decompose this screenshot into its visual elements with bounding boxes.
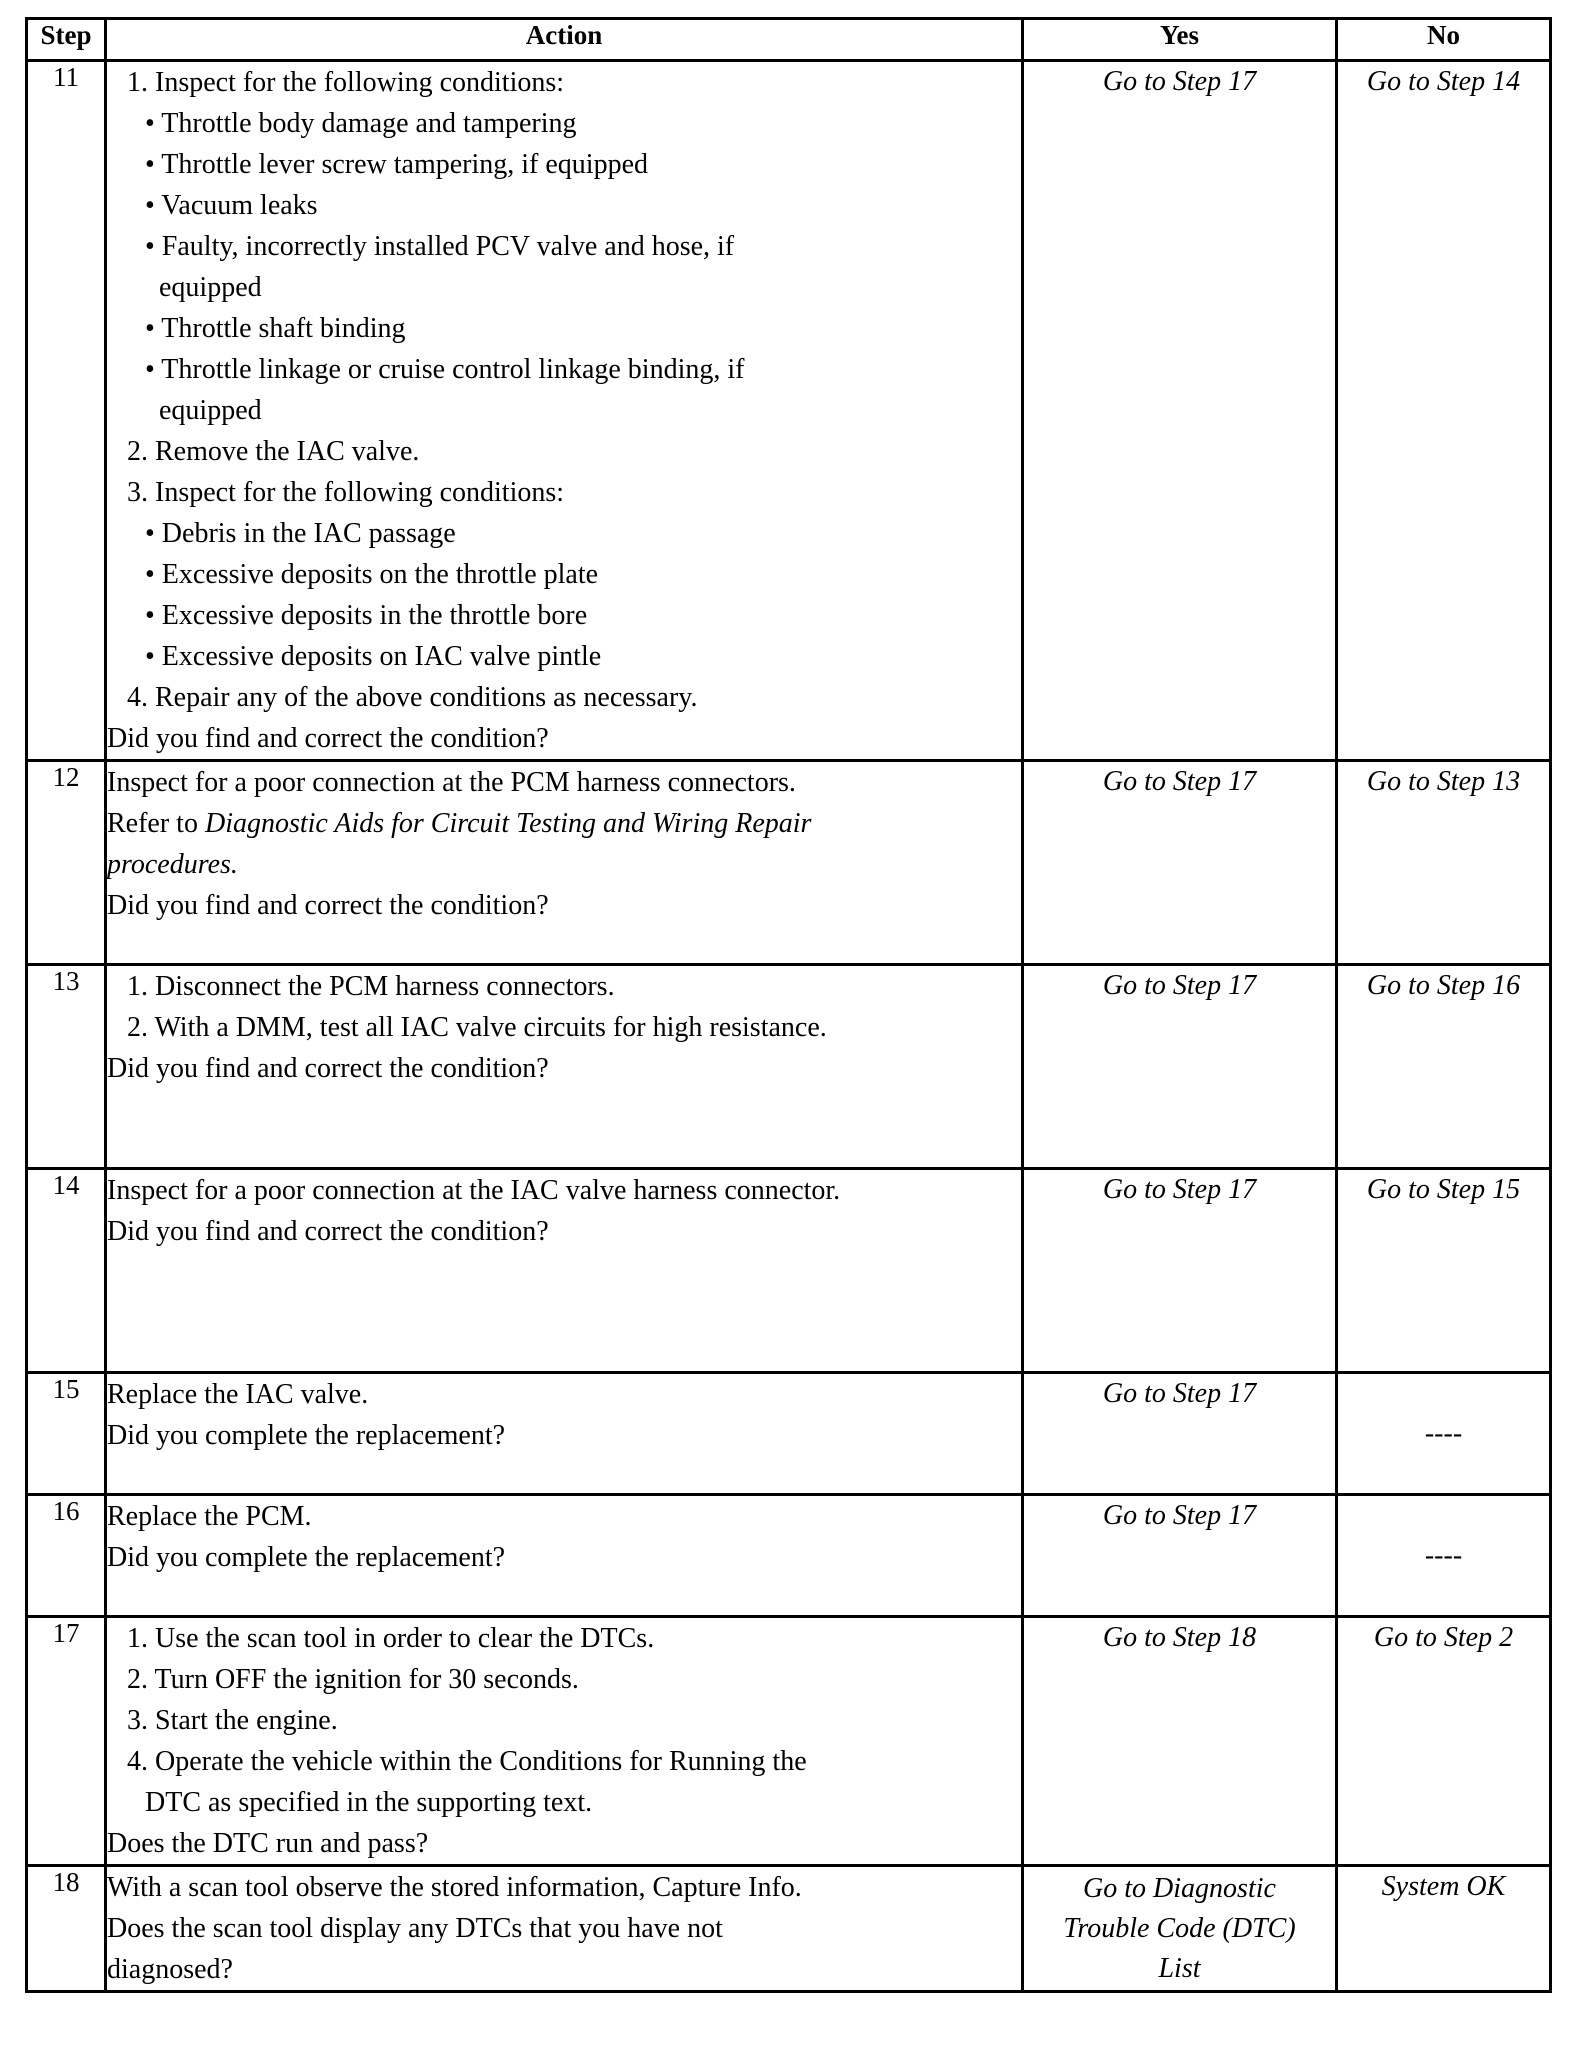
step-number: 15 — [27, 1373, 106, 1495]
action-line: diagnosed? — [107, 1954, 233, 1985]
step-number: 16 — [27, 1495, 106, 1617]
action-cell — [106, 61, 1023, 761]
action-question: Does the DTC run and pass? — [107, 1828, 429, 1859]
action-line: 1. Use the scan tool in order to clear the DTCs. — [127, 1623, 655, 1654]
action-line: 2. Remove the IAC valve. — [127, 436, 420, 467]
action-question: Did you find and correct the condition? — [107, 723, 549, 754]
yes-result: Go to Step 18 — [1023, 1617, 1337, 1866]
action-line: 1. Disconnect the PCM harness connectors. — [127, 971, 615, 1002]
step-number: 12 — [27, 761, 106, 965]
action-question: Did you find and correct the condition? — [107, 1216, 549, 1247]
step-number: 13 — [27, 965, 106, 1169]
yes-result: Go to Step 17 — [1023, 1373, 1337, 1495]
header-row — [27, 19, 1551, 61]
diagnostic-table — [25, 17, 1552, 1993]
step-number: 18 — [27, 1866, 106, 1992]
action-bullet: • Excessive deposits on the throttle plate — [145, 559, 599, 590]
action-bullet: • Excessive deposits on IAC valve pintle — [145, 641, 602, 672]
action-bullet-continued: equipped — [159, 272, 262, 303]
action-line: 2. Turn OFF the ignition for 30 seconds. — [127, 1664, 579, 1695]
table-row — [27, 61, 1551, 761]
action-bullet: • Throttle body damage and tampering — [145, 108, 577, 139]
yes-result: Go to Step 17 — [1023, 1169, 1337, 1373]
header-step: Step — [27, 19, 106, 61]
action-cell — [106, 965, 1023, 1169]
action-line: 4. Operate the vehicle within the Conditions for Running the — [127, 1746, 807, 1777]
action-question: Did you find and correct the condition? — [107, 1053, 549, 1084]
table-row — [27, 1617, 1551, 1866]
action-question: Did you complete the replacement? — [107, 1542, 506, 1573]
action-line: With a scan tool observe the stored information, Capture Info. — [107, 1872, 802, 1903]
action-line: Inspect for a poor connection at the IAC valve harness connector. — [107, 1175, 841, 1206]
action-line: Refer to Diagnostic Aids for Circuit Testing and Wiring Repair — [107, 808, 812, 839]
action-question: Did you complete the replacement? — [107, 1420, 506, 1451]
action-cell — [106, 1373, 1023, 1495]
action-bullet-continued: equipped — [159, 395, 262, 426]
action-line: 1. Inspect for the following conditions: — [127, 67, 565, 98]
action-cell — [106, 1495, 1023, 1617]
header-yes: Yes — [1023, 19, 1337, 61]
action-line: Replace the IAC valve. — [107, 1379, 369, 1410]
action-bullet: • Excessive deposits in the throttle bore — [145, 600, 588, 631]
action-bullet: • Debris in the IAC passage — [145, 518, 456, 549]
action-cell — [106, 1169, 1023, 1373]
yes-result: Go to Step 17 — [1023, 965, 1337, 1169]
no-result: Go to Step 13 — [1337, 761, 1551, 965]
table-row — [27, 1169, 1551, 1373]
action-line: Replace the PCM. — [107, 1501, 312, 1532]
action-bullet: • Faulty, incorrectly installed PCV valve and hose, if — [145, 231, 735, 262]
action-bullet: • Throttle linkage or cruise control linkage binding, if — [145, 354, 745, 385]
action-line: Inspect for a poor connection at the PCM harness connectors. — [107, 767, 796, 798]
action-cell — [106, 761, 1023, 965]
yes-result: Go to Diagnostic Trouble Code (DTC) List — [1023, 1866, 1337, 1992]
action-line: procedures. — [107, 849, 238, 880]
action-cell — [106, 1866, 1023, 1992]
reference-link-text: Diagnostic Aids for Circuit Testing and Wiring Repair — [204, 808, 812, 839]
step-number: 11 — [27, 61, 106, 761]
step-number: 17 — [27, 1617, 106, 1866]
no-result: Go to Step 14 — [1337, 61, 1551, 761]
table-row — [27, 1866, 1551, 1992]
action-line: 4. Repair any of the above conditions as necessary. — [127, 682, 698, 713]
action-question: Did you find and correct the condition? — [107, 890, 549, 921]
no-result: ---- — [1337, 1373, 1551, 1495]
table-row — [27, 965, 1551, 1169]
no-result: System OK — [1337, 1866, 1551, 1992]
action-line: Does the scan tool display any DTCs that you have not — [107, 1913, 723, 1944]
action-line-continued: DTC as specified in the supporting text. — [145, 1787, 593, 1818]
table-row — [27, 1495, 1551, 1617]
yes-result: Go to Step 17 — [1023, 1495, 1337, 1617]
header-no: No — [1337, 19, 1551, 61]
no-result: Go to Step 16 — [1337, 965, 1551, 1169]
yes-result: Go to Step 17 — [1023, 61, 1337, 761]
action-line: 3. Start the engine. — [127, 1705, 338, 1736]
table-row — [27, 1373, 1551, 1495]
no-result: ---- — [1337, 1495, 1551, 1617]
header-action: Action — [106, 19, 1023, 61]
yes-result: Go to Step 17 — [1023, 761, 1337, 965]
action-line: 3. Inspect for the following conditions: — [127, 477, 565, 508]
action-cell — [106, 1617, 1023, 1866]
action-bullet: • Throttle shaft binding — [145, 313, 406, 344]
no-result: Go to Step 15 — [1337, 1169, 1551, 1373]
step-number: 14 — [27, 1169, 106, 1373]
action-line: 2. With a DMM, test all IAC valve circuits for high resistance. — [127, 1012, 827, 1043]
table-row — [27, 761, 1551, 965]
action-bullet: • Vacuum leaks — [145, 190, 318, 221]
action-bullet: • Throttle lever screw tampering, if equipped — [145, 149, 649, 180]
no-result: Go to Step 2 — [1337, 1617, 1551, 1866]
